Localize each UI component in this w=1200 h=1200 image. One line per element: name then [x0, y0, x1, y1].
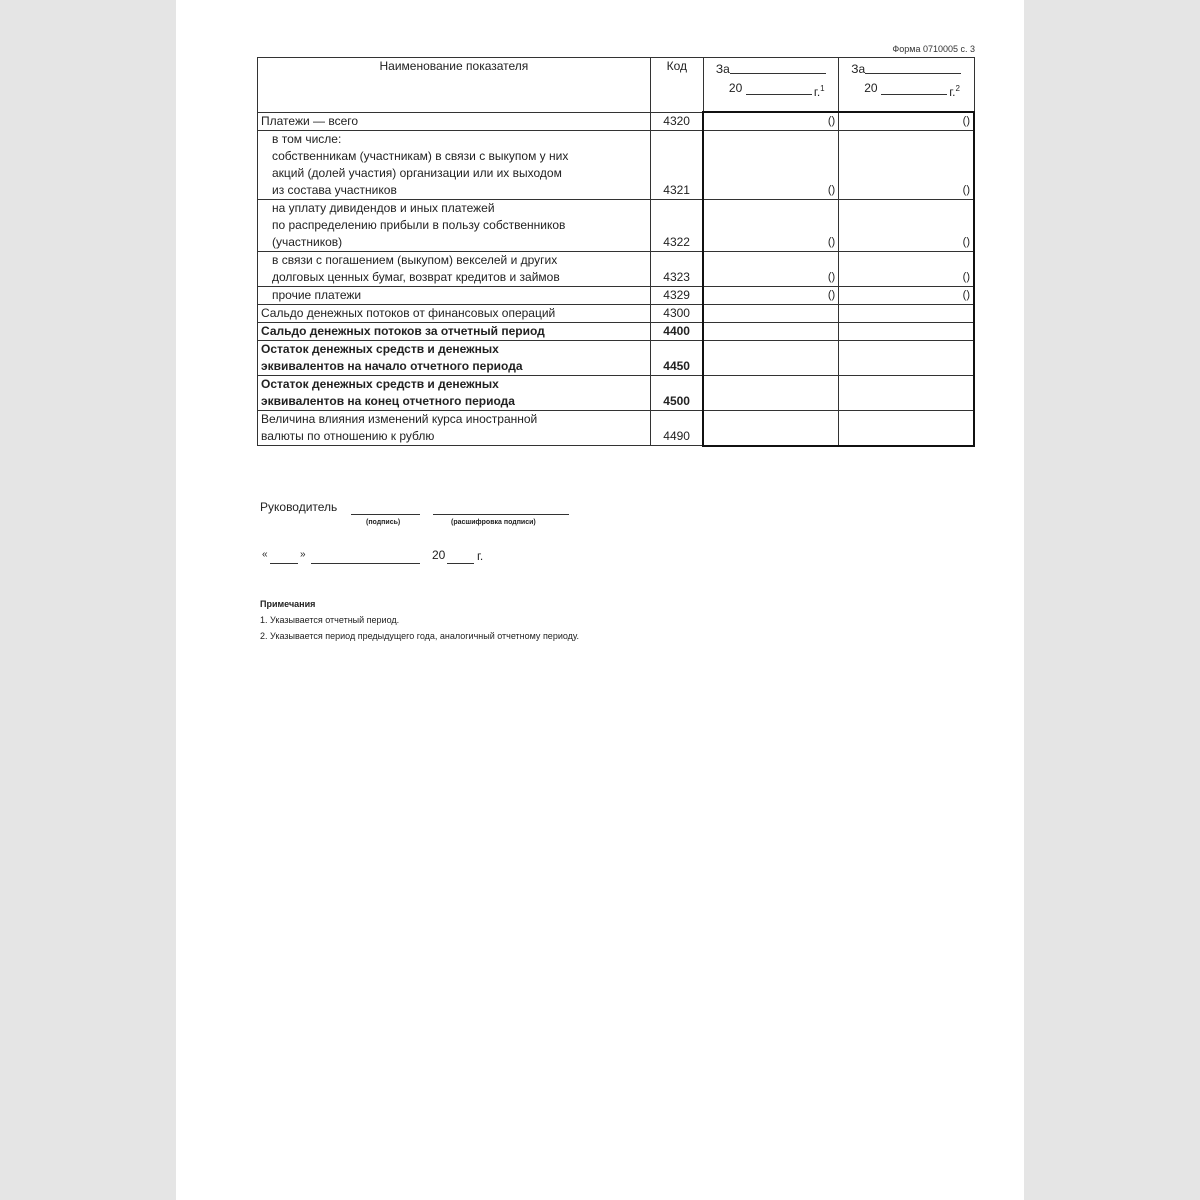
notes-block [260, 596, 579, 644]
signature-hint: (подпись) [366, 519, 401, 526]
notes-title: Примечания [260, 599, 316, 609]
row-code: 4450 [650, 341, 703, 376]
header-period-2-za: За [851, 62, 866, 76]
date-year-line[interactable] [447, 549, 474, 564]
row-code: 4329 [650, 287, 703, 305]
row-code: 4323 [650, 252, 703, 287]
table-row [258, 112, 975, 131]
table-row [258, 200, 975, 252]
date-quote-close: » [300, 549, 306, 560]
header-code: Код [650, 58, 703, 113]
cash-flow-table [257, 57, 975, 447]
row-value-period-2[interactable] [839, 323, 974, 341]
table-row [258, 305, 975, 323]
row-value-period-1[interactable] [703, 323, 838, 341]
table-row [258, 287, 975, 305]
table-row [258, 323, 975, 341]
row-value-period-1[interactable]: () [703, 252, 838, 287]
row-name: в связи с погашением (выкупом) векселей и других долговых ценных бумаг, возврат кредитов и займов [258, 252, 651, 287]
header-period-1-g: г.$^1$ [813, 84, 825, 99]
header-period-2-year: 20 [864, 81, 878, 95]
row-value-period-1[interactable] [703, 376, 838, 411]
row-name: прочие платежи [258, 287, 651, 305]
table-row [258, 411, 975, 446]
note-item: 1. Указывается отчетный период. [260, 615, 400, 625]
row-value-period-2[interactable] [839, 411, 974, 446]
row-value-period-1[interactable]: () [703, 200, 838, 252]
header-period-1-year: 20 [728, 81, 743, 95]
row-value-period-1[interactable]: () [703, 131, 838, 200]
row-code: 4322 [650, 200, 703, 252]
row-name: Остаток денежных средств и денежных эквивалентов на конец отчетного периода [258, 376, 651, 411]
row-value-period-2[interactable]: () [839, 131, 974, 200]
row-value-period-2[interactable] [839, 341, 974, 376]
date-quote-open: « [262, 549, 268, 560]
row-name: на уплату дивидендов и иных платежей по распределению прибыли в пользу собственников (участников) [258, 200, 651, 252]
signature-decode-hint: (расшифровка подписи) [451, 519, 536, 526]
row-value-period-1[interactable] [703, 305, 838, 323]
header-period-1-za: За [715, 62, 730, 76]
row-name: в том числе: собственникам (участникам) в связи с выкупом у них акций (долей участия) организации или их выходом из состава участников [258, 131, 651, 200]
table-row [258, 376, 975, 411]
row-value-period-1[interactable] [703, 411, 838, 446]
row-value-period-2[interactable]: () [839, 252, 974, 287]
header-period-1 [703, 58, 838, 113]
row-code: 4300 [650, 305, 703, 323]
header-period-2 [839, 58, 974, 113]
row-value-period-2[interactable]: () [839, 200, 974, 252]
row-value-period-2[interactable]: () [839, 112, 974, 131]
row-name: Сальдо денежных потоков за отчетный период [258, 323, 651, 341]
period-2-year-blank [881, 94, 947, 95]
form-reference: Форма 0710005 с. 3 [892, 44, 975, 54]
row-value-period-1[interactable]: () [703, 287, 838, 305]
period-2-blank-line [865, 73, 961, 74]
period-1-blank-line [730, 73, 826, 74]
row-value-period-1[interactable] [703, 341, 838, 376]
row-name: Сальдо денежных потоков от финансовых операций [258, 305, 651, 323]
row-name: Величина влияния изменений курса иностранной валюты по отношению к рублю [258, 411, 651, 446]
row-code: 4400 [650, 323, 703, 341]
table-row [258, 341, 975, 376]
date-g: г. [477, 549, 484, 563]
table-header-row [258, 58, 975, 113]
row-value-period-2[interactable]: () [839, 287, 974, 305]
row-code: 4321 [650, 131, 703, 200]
row-code: 4500 [650, 376, 703, 411]
row-value-period-1[interactable]: () [703, 112, 838, 131]
row-code: 4320 [650, 112, 703, 131]
table-row [258, 252, 975, 287]
row-value-period-2[interactable] [839, 305, 974, 323]
note-item: 2. Указывается период предыдущего года, аналогичный отчетному периоду. [260, 631, 580, 641]
row-name: Остаток денежных средств и денежных эквивалентов на начало отчетного периода [258, 341, 651, 376]
signature-line[interactable] [351, 500, 420, 515]
header-name: Наименование показателя [258, 58, 651, 113]
signature-label: Руководитель [260, 500, 338, 514]
table-row [258, 131, 975, 200]
row-name: Платежи — всего [258, 112, 651, 131]
header-period-2-g: г.$^2$ [949, 84, 960, 99]
row-code: 4490 [650, 411, 703, 446]
date-day-line[interactable] [270, 549, 298, 564]
period-1-year-blank [746, 94, 812, 95]
date-year-prefix: 20 [432, 548, 446, 562]
row-value-period-2[interactable] [839, 376, 974, 411]
signature-decode-line[interactable] [433, 500, 569, 515]
date-month-line[interactable] [311, 549, 420, 564]
